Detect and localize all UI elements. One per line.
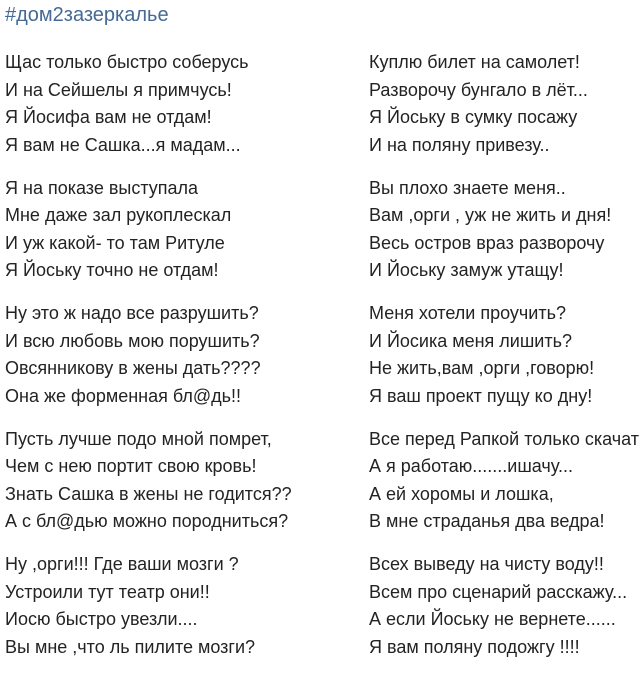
verse-line: В мне страданья два ведра!	[369, 511, 605, 531]
verse-line: Она же форменная бл@дь!!	[5, 385, 242, 406]
verse-line: Щас только быстро соберусь	[5, 52, 249, 72]
verse-line: Пусть лучше подо мной помрет,	[5, 428, 272, 449]
verse-line: Вам ,орги , уж не жить и дня!	[369, 205, 612, 225]
verse-line: Весь остров враз разворочу	[369, 232, 605, 253]
stanza	[5, 426, 369, 536]
verse-line: Разворочу бунгало в лёт...	[369, 79, 588, 100]
verse-line: А если Йоську не вернете......	[369, 609, 616, 629]
verse-line: Я вам не Сашка...я мадам...	[5, 134, 241, 155]
verse-line: Чем с нею портит свою кровь!	[5, 456, 257, 476]
verse-line: Не жить,вам ,орги ,говорю!	[369, 358, 595, 378]
stanza	[369, 551, 640, 661]
verse-line: Ну ,орги!!! Где ваши мозги ?	[5, 554, 239, 574]
verse-line: Овсянникову в жены дать????	[5, 358, 261, 378]
verse-line: Мне даже зал рукоплескал	[5, 205, 232, 225]
verse-column-left	[5, 49, 369, 677]
stanza	[369, 300, 640, 410]
verse-line: Меня хотели проучить?	[369, 303, 566, 323]
verse-line: Знать Сашка в жены не годится??	[5, 483, 292, 504]
verse-line: Иосю быстро увезли....	[5, 609, 198, 629]
hashtag-row	[5, 3, 640, 49]
verse-line: Все перед Рапкой только скачат	[369, 428, 639, 449]
verse-line: Устроили тут театр они!!	[5, 581, 210, 602]
verse-line: А я работаю.......ишачу...	[369, 456, 573, 476]
stanza	[369, 49, 640, 159]
verse-line: Я Йоську точно не отдам!	[5, 260, 219, 280]
verse-columns	[5, 49, 640, 677]
stanza	[5, 300, 369, 410]
verse-line: Всех выведу на чисту воду!!	[369, 554, 604, 574]
verse-line: Вы мне ,что ль пилите мозги?	[5, 636, 256, 657]
verse-line: Ну это ж надо все разрушить?	[5, 303, 259, 323]
verse-line: И уж какой- то там Ритуле	[5, 232, 225, 253]
stanza	[5, 551, 369, 661]
verse-line: Я Йосифа вам не отдам!	[5, 107, 212, 127]
verse-line: Я вам поляну подожгу !!!!	[369, 636, 580, 657]
verse-line: Всем про сценарий расскажу...	[369, 581, 628, 602]
verse-line: И Йосика меня лишить?	[369, 330, 572, 351]
stanza	[369, 426, 640, 536]
verse-line: Куплю билет на самолет!	[369, 52, 580, 72]
stanza	[5, 175, 369, 285]
verse-line: И Йоську замуж утащу!	[369, 260, 564, 280]
verse-line: Вы плохо знаете меня..	[369, 177, 566, 198]
stanza	[369, 175, 640, 285]
verse-line: Я Йоську в сумку посажу	[369, 107, 578, 127]
stanza	[5, 49, 369, 159]
hashtag-link[interactable]: #дом2зазеркалье	[5, 4, 169, 26]
verse-line: Я ваш проект пущу ко дну!	[369, 385, 593, 406]
verse-line: И на Сейшелы я примчусь!	[5, 79, 232, 100]
verse-line: И всю любовь мою порушить?	[5, 330, 260, 351]
verse-line: А с бл@дью можно породниться?	[5, 511, 289, 531]
verse-line: И на поляну привезу..	[369, 134, 550, 155]
verse-line: Я на показе выступала	[5, 177, 199, 198]
verse-column-right	[369, 49, 640, 677]
verse-line: А ей хоромы и лошка,	[369, 483, 554, 504]
